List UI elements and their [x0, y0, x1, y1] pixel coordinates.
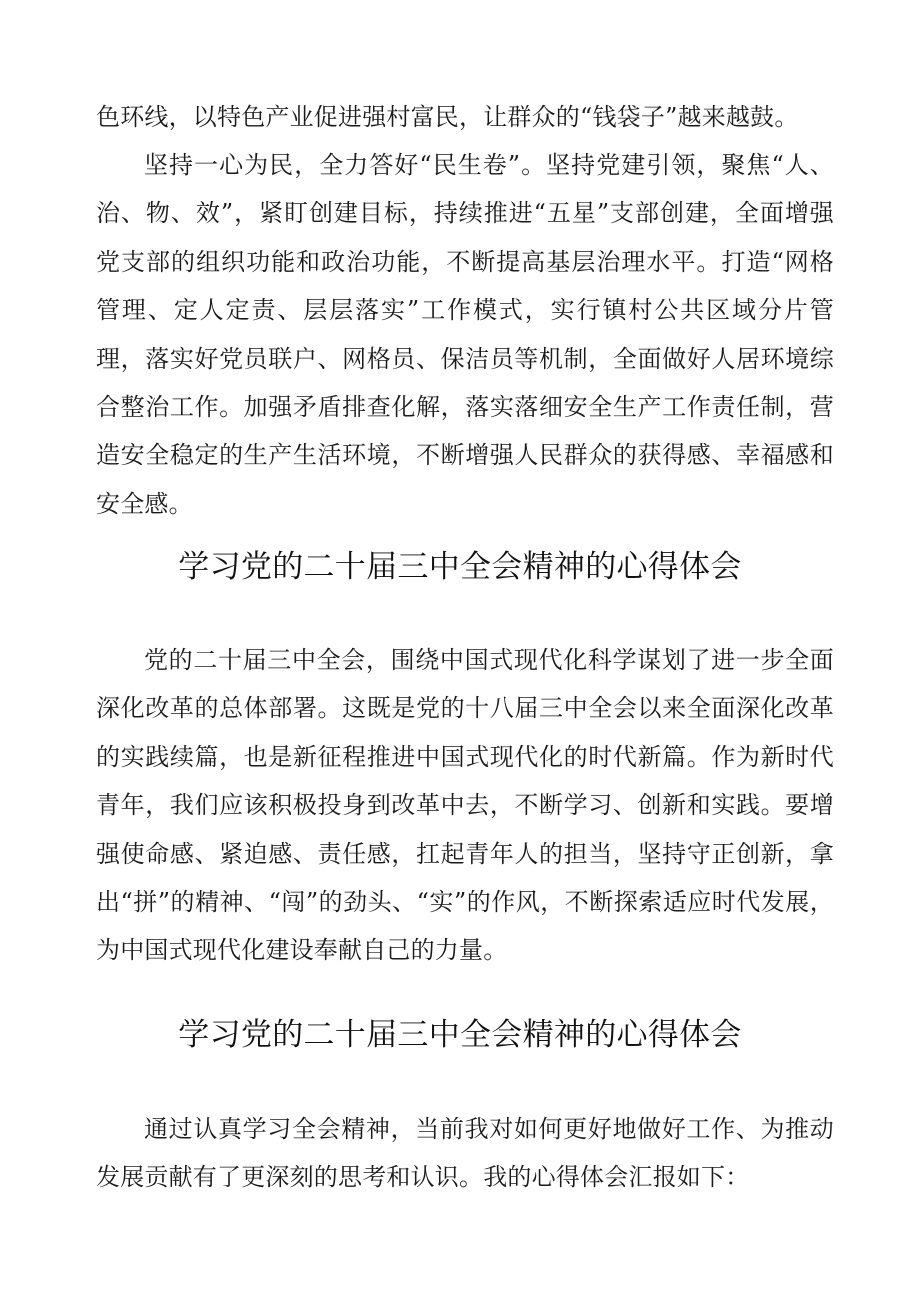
- paragraph-people-livelihood: 坚持一心为民，全力答好“民生卷”。坚持党建引领，聚焦“人、治、物、效”，紧盯创建目标，持续推进“五星”支部创建，全面增强党支部的组织功能和政治功能，不断提高基层治理水平。打造“网格管理、定人定责、层层落实”工作模式，实行镇村公共区域分片管理，落实好党员联户、网格员、保洁员等机制，全面做好人居环境综合整治工作。加强矛盾排查化解，落实落细安全生产工作责任制，营造安全稳定的生产生活环境，不断增强人民群众的获得感、幸福感和安全感。: [96, 151, 834, 518]
- section-heading-2: 学习党的二十届三中全会精神的心得体会: [178, 1017, 742, 1053]
- section-heading-1: 学习党的二十届三中全会精神的心得体会: [178, 549, 742, 585]
- paragraph-study-report: 通过认真学习全会精神，当前我对如何更好地做好工作、为推动发展贡献有了更深刻的思考和认识。我的心得体会汇报如下：: [96, 1115, 834, 1192]
- paragraph-reform-youth: 党的二十届三中全会，围绕中国式现代化科学谋划了进一步全面深化改革的总体部署。这既是党的十八届三中全会以来全面深化改革的实践续篇，也是新征程推进中国式现代化的时代新篇。作为新时代青年，我们应该积极投身到改革中去，不断学习、创新和实践。要增强使命感、紧迫感、责任感，扛起青年人的担当，坚持守正创新，拿出“拼”的精神、“闯”的劲头、“实”的作风，不断探索适应时代发展，为中国式现代化建设奉献自己的力量。: [96, 646, 834, 965]
- paragraph-continuation: 色环线，以特色产业促进强村富民，让群众的“钱袋子”越来越鼓。: [96, 103, 799, 131]
